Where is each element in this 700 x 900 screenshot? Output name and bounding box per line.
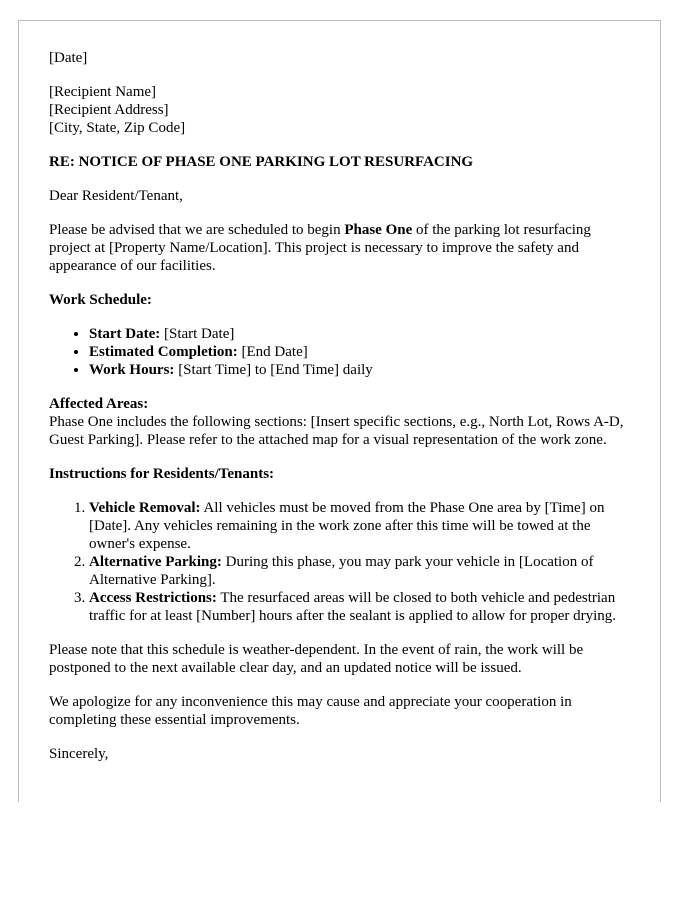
intro-text-after: of the parking lot resurfacing project at [Property Name/Location]. This project is necessary to improve the safety and appearance of our facilities. [49, 222, 591, 274]
recipient-address: [Recipient Address] [49, 102, 169, 118]
list-item [89, 589, 630, 625]
intro-paragraph [49, 221, 630, 275]
instructions-heading: Instructions for Residents/Tenants: [49, 466, 275, 482]
list-item [89, 553, 630, 589]
list-item [89, 361, 630, 379]
recipient-city-state-zip: [City, State, Zip Code] [49, 120, 186, 136]
schedule-label: Work Hours: [89, 362, 175, 378]
affected-areas-heading: Affected Areas: [49, 396, 149, 412]
affected-areas-text: Phase One includes the following sections: [Insert specific sections, e.g., North Lot, Rows A-D, Guest Parking]. Please refer to the attached map for a visual representation of the work zone. [49, 414, 624, 448]
intro-bold-phase: Phase One [344, 222, 413, 238]
schedule-value: [Start Date] [160, 326, 235, 342]
salutation: Dear Resident/Tenant, [49, 188, 183, 204]
subject-line: RE: NOTICE OF PHASE ONE PARKING LOT RESURFACING [49, 154, 474, 170]
instruction-text: All vehicles must be moved from the Phase One area by [Time] on [Date]. Any vehicles remaining in the work zone after this time will be towed at the owner's expense. [89, 500, 605, 552]
schedule-label: Start Date: [89, 326, 161, 342]
instruction-text: The resurfaced areas will be closed to both vehicle and pedestrian traffic for at least [Number] hours after the sealant is applied to allow for proper drying. [89, 590, 617, 624]
instruction-label: Alternative Parking: [89, 554, 222, 570]
instructions-list [49, 499, 630, 625]
list-item [89, 499, 630, 553]
letter-page [18, 20, 661, 802]
closing: Sincerely, [49, 746, 109, 762]
letter-date: [Date] [49, 50, 88, 66]
list-item [89, 325, 630, 343]
instruction-text: During this phase, you may park your vehicle in [Location of Alternative Parking]. [89, 554, 594, 588]
schedule-value: [Start Time] to [End Time] daily [174, 362, 373, 378]
work-schedule-heading: Work Schedule: [49, 292, 152, 308]
recipient-block [49, 83, 630, 137]
weather-note-paragraph: Please note that this schedule is weather-dependent. In the event of rain, the work will be postponed to the next available clear day, and an updated notice will be issued. [49, 642, 584, 676]
schedule-value: [End Date] [237, 344, 308, 360]
schedule-label: Estimated Completion: [89, 344, 238, 360]
instruction-label: Vehicle Removal: [89, 500, 201, 516]
work-schedule-list [49, 325, 630, 379]
affected-areas-section [49, 395, 630, 449]
intro-text-before: Please be advised that we are scheduled to begin [49, 222, 345, 238]
list-item [89, 343, 630, 361]
recipient-name: [Recipient Name] [49, 84, 157, 100]
instruction-label: Access Restrictions: [89, 590, 217, 606]
apology-paragraph: We apologize for any inconvenience this may cause and appreciate your cooperation in completing these essential improvements. [49, 694, 572, 728]
